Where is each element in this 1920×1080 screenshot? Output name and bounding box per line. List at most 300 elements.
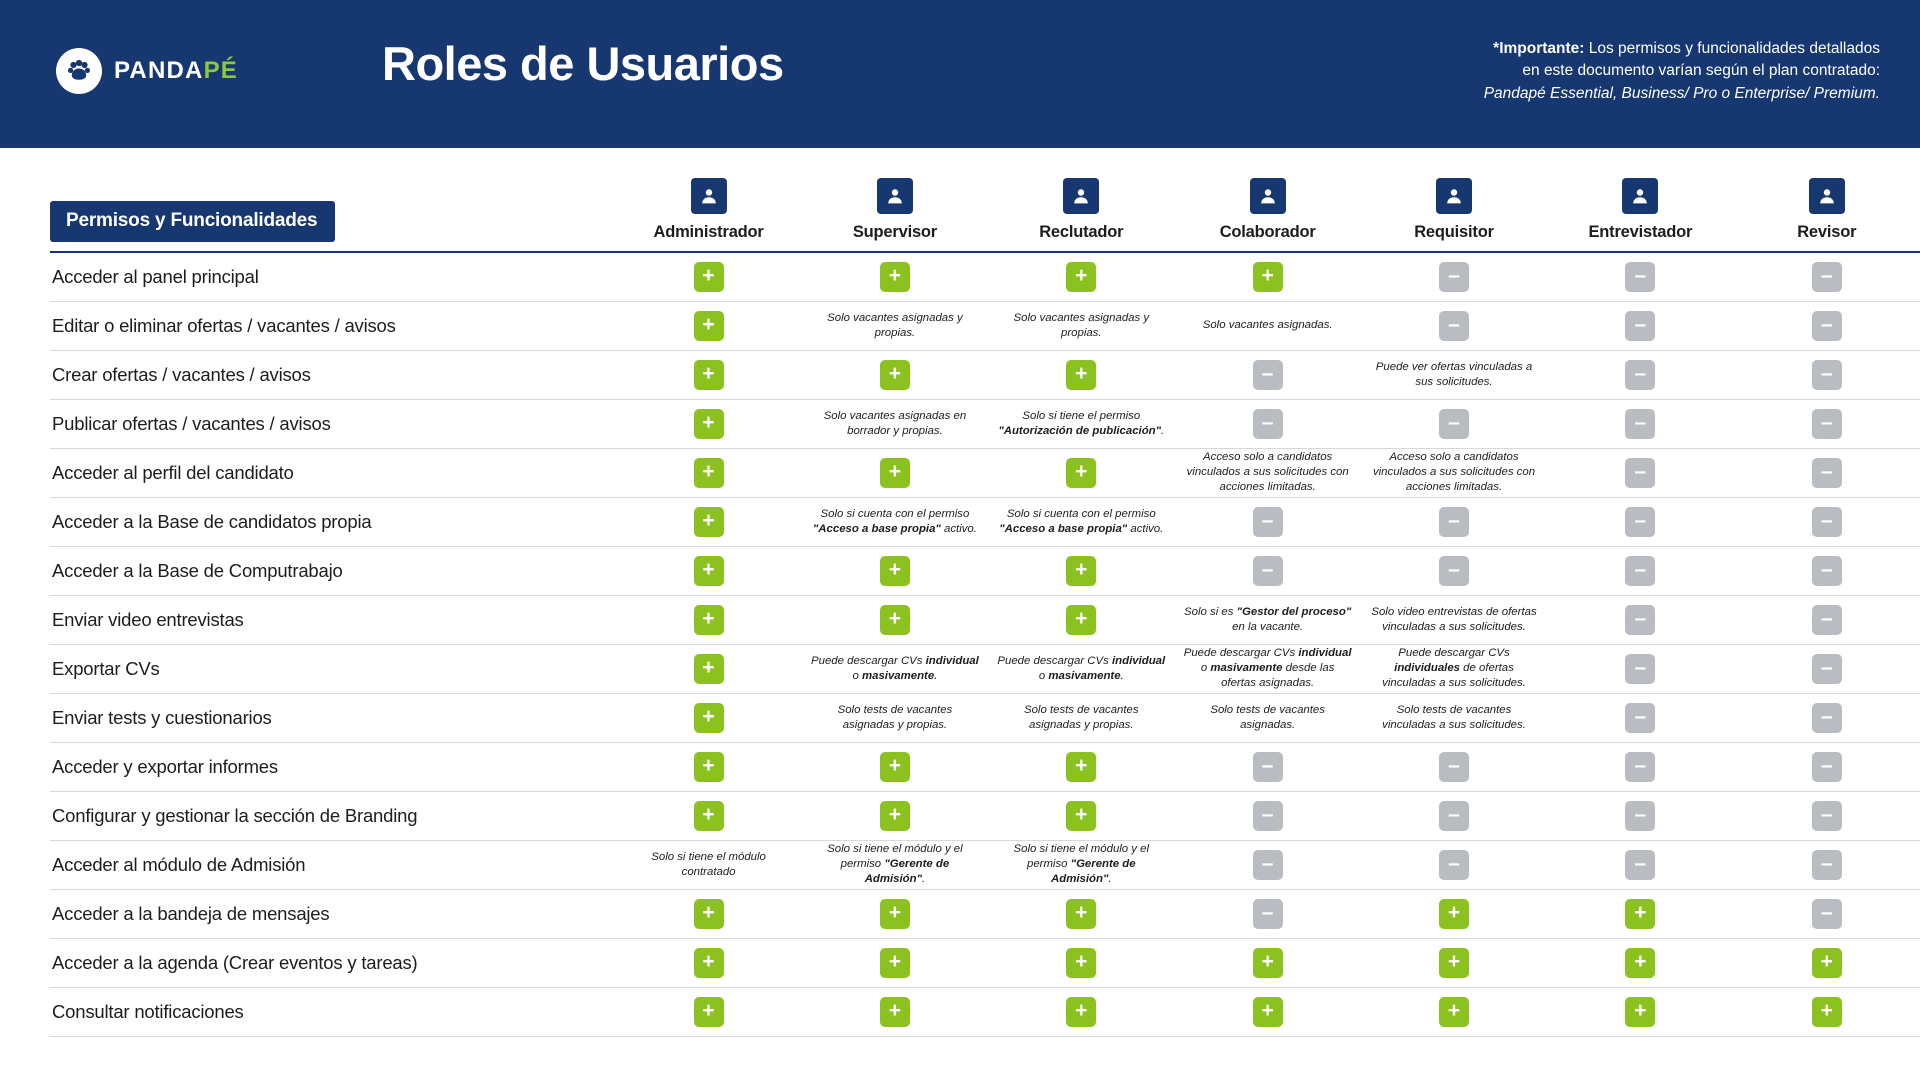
minus-icon	[1439, 311, 1469, 341]
table-row	[50, 938, 1920, 987]
permission-condition-text: Solo vacantes asignadas y propias.	[827, 311, 963, 339]
permission-allowed-badge	[1361, 987, 1547, 1036]
permission-denied-badge	[1547, 301, 1733, 350]
minus-icon	[1439, 752, 1469, 782]
permission-allowed-badge	[615, 448, 801, 497]
permission-denied-badge	[1734, 595, 1920, 644]
permission-denied-badge	[1734, 399, 1920, 448]
minus-icon	[1812, 899, 1842, 929]
minus-icon	[1625, 262, 1655, 292]
permission-denied-badge	[1174, 497, 1360, 546]
badge-glyph: –	[1261, 754, 1274, 777]
permission-condition-text: Solo vacantes asignadas y propias.	[1013, 311, 1150, 339]
plus-icon	[880, 801, 910, 831]
permission-condition-text: Puede descargar CVs individual o masivamente.	[811, 654, 979, 682]
plus-icon	[1253, 997, 1283, 1027]
permission-condition-text: Solo si tiene el módulo contratado	[651, 850, 766, 878]
permission-allowed-badge	[1547, 987, 1733, 1036]
minus-icon	[1812, 850, 1842, 880]
minus-icon	[1625, 556, 1655, 586]
minus-icon	[1253, 899, 1283, 929]
permission-denied-badge	[1174, 889, 1360, 938]
permission-allowed-badge	[988, 350, 1174, 399]
permission-condition-note	[1361, 350, 1547, 399]
permission-denied-badge	[1547, 644, 1733, 693]
minus-icon	[1439, 801, 1469, 831]
minus-icon	[1812, 654, 1842, 684]
important-note-line2: en este documento varían según el plan contratado:	[1522, 62, 1880, 80]
badge-glyph: +	[702, 754, 715, 777]
permission-condition-text: Solo si cuenta con el permiso "Acceso a base propia" activo.	[812, 507, 977, 535]
permission-label: Crear ofertas / vacantes / avisos	[50, 350, 615, 399]
badge-glyph: –	[1634, 558, 1647, 581]
minus-icon	[1625, 801, 1655, 831]
permission-label: Publicar ofertas / vacantes / avisos	[50, 399, 615, 448]
badge-glyph: +	[1634, 901, 1647, 924]
permission-label: Acceder al perfil del candidato	[50, 448, 615, 497]
permission-denied-badge	[1361, 252, 1547, 301]
permission-label: Acceder y exportar informes	[50, 742, 615, 791]
table-header	[50, 148, 1920, 252]
badge-glyph: +	[702, 411, 715, 434]
permission-denied-badge	[1547, 252, 1733, 301]
permission-label: Enviar tests y cuestionarios	[50, 693, 615, 742]
plus-icon	[1625, 997, 1655, 1027]
permission-allowed-badge	[802, 889, 988, 938]
permission-condition-text: Solo si tiene el permiso "Autorización de publicación".	[998, 409, 1165, 437]
permission-allowed-badge	[615, 791, 801, 840]
table-title: Permisos y Funcionalidades	[50, 201, 335, 242]
permission-condition-text: Solo si tiene el módulo y el permiso "Gerente de Admisión".	[1013, 843, 1150, 885]
permission-condition-text: Solo si tiene el módulo y el permiso "Gerente de Admisión".	[827, 843, 963, 885]
plus-icon	[880, 899, 910, 929]
table-row	[50, 350, 1920, 399]
permission-denied-badge	[1361, 840, 1547, 889]
badge-glyph: –	[1820, 754, 1833, 777]
permission-allowed-badge	[615, 938, 801, 987]
badge-glyph: +	[702, 705, 715, 728]
permission-label: Acceder al panel principal	[50, 252, 615, 301]
important-note	[1380, 38, 1880, 105]
badge-glyph: –	[1261, 558, 1274, 581]
badge-glyph: –	[1448, 852, 1460, 875]
table-row	[50, 546, 1920, 595]
badge-glyph: –	[1448, 509, 1460, 532]
plus-icon	[1812, 948, 1842, 978]
minus-icon	[1812, 801, 1842, 831]
minus-icon	[1812, 360, 1842, 390]
plus-icon	[694, 262, 724, 292]
plus-icon	[694, 997, 724, 1027]
badge-glyph: –	[1448, 558, 1460, 581]
badge-glyph: +	[702, 656, 715, 679]
plus-icon	[1066, 752, 1096, 782]
roles-matrix-sheet	[0, 148, 1920, 1037]
permission-condition-note	[988, 840, 1174, 889]
permission-label: Configurar y gestionar la sección de Branding	[50, 791, 615, 840]
minus-icon	[1253, 409, 1283, 439]
permission-denied-badge	[1174, 350, 1360, 399]
badge-glyph: +	[888, 558, 902, 581]
role-column-header	[1361, 148, 1547, 252]
minus-icon	[1625, 360, 1655, 390]
user-badge-icon	[1250, 178, 1286, 214]
permission-condition-text: Solo si cuenta con el permiso "Acceso a base propia" activo.	[999, 507, 1164, 535]
badge-glyph: +	[1634, 999, 1647, 1022]
badge-glyph: –	[1261, 901, 1274, 924]
role-column-header	[1547, 148, 1733, 252]
minus-icon	[1253, 360, 1283, 390]
plus-icon	[1066, 899, 1096, 929]
permission-denied-badge	[1734, 497, 1920, 546]
minus-icon	[1439, 262, 1469, 292]
permission-allowed-badge	[615, 350, 801, 399]
badge-glyph: +	[1075, 607, 1088, 630]
plus-icon	[1066, 360, 1096, 390]
badge-glyph: +	[888, 950, 902, 973]
badge-glyph: +	[1075, 558, 1088, 581]
table-body	[50, 252, 1920, 1036]
permission-denied-badge	[1361, 497, 1547, 546]
badge-glyph: –	[1634, 607, 1647, 630]
permission-condition-text: Solo tests de vacantes asignadas.	[1210, 703, 1325, 731]
permission-denied-badge	[1734, 791, 1920, 840]
badge-glyph: –	[1634, 852, 1647, 875]
permission-denied-badge	[1174, 742, 1360, 791]
badge-glyph: +	[888, 264, 902, 288]
permission-condition-note	[1174, 301, 1360, 350]
plus-icon	[1812, 997, 1842, 1027]
permission-allowed-badge	[615, 497, 801, 546]
plus-icon	[880, 556, 910, 586]
minus-icon	[1439, 507, 1469, 537]
plus-icon	[694, 948, 724, 978]
permission-allowed-badge	[802, 987, 988, 1036]
plus-icon	[880, 752, 910, 782]
permission-condition-note	[988, 301, 1174, 350]
permission-label: Editar o eliminar ofertas / vacantes / avisos	[50, 301, 615, 350]
badge-glyph: +	[1261, 264, 1274, 288]
permission-allowed-badge	[615, 693, 801, 742]
plus-icon	[694, 556, 724, 586]
permission-allowed-badge	[615, 742, 801, 791]
permission-condition-note	[1361, 448, 1547, 497]
minus-icon	[1625, 311, 1655, 341]
table-row	[50, 252, 1920, 301]
permission-condition-text: Solo tests de vacantes asignadas y propias.	[1023, 703, 1139, 731]
badge-glyph: +	[1261, 950, 1274, 973]
badge-glyph: +	[1820, 999, 1833, 1022]
badge-glyph: –	[1820, 656, 1833, 679]
brand-wordmark-main: PANDA	[114, 57, 204, 84]
permission-condition-note	[802, 497, 988, 546]
permission-label: Acceder a la Base de candidatos propia	[50, 497, 615, 546]
permission-condition-text: Puede descargar CVs individual o masivamente desde las ofertas asignadas.	[1183, 647, 1352, 689]
minus-icon	[1625, 850, 1655, 880]
badge-glyph: –	[1634, 656, 1647, 679]
permission-allowed-badge	[615, 644, 801, 693]
plus-icon	[694, 752, 724, 782]
table-row	[50, 399, 1920, 448]
role-column-header	[615, 148, 801, 252]
plus-icon	[880, 262, 910, 292]
user-badge-icon	[1436, 178, 1472, 214]
minus-icon	[1253, 752, 1283, 782]
badge-glyph: +	[1075, 460, 1088, 483]
plus-icon	[1625, 948, 1655, 978]
role-name-label: Entrevistador	[1588, 223, 1693, 241]
permission-allowed-badge	[988, 987, 1174, 1036]
plus-icon	[694, 801, 724, 831]
table-row	[50, 889, 1920, 938]
user-badge-icon	[691, 178, 727, 214]
permission-label: Consultar notificaciones	[50, 987, 615, 1036]
badge-glyph: +	[1075, 264, 1088, 288]
permission-allowed-badge	[1734, 938, 1920, 987]
badge-glyph: +	[888, 999, 902, 1022]
table-row	[50, 595, 1920, 644]
plus-icon	[1066, 556, 1096, 586]
plus-icon	[1439, 899, 1469, 929]
badge-glyph: +	[1075, 901, 1088, 924]
minus-icon	[1812, 262, 1842, 292]
permission-allowed-badge	[988, 595, 1174, 644]
badge-glyph: +	[1075, 999, 1088, 1022]
permission-denied-badge	[1734, 448, 1920, 497]
badge-glyph: +	[1075, 362, 1088, 385]
badge-glyph: –	[1634, 362, 1647, 385]
minus-icon	[1439, 556, 1469, 586]
permission-denied-badge	[1734, 301, 1920, 350]
badge-glyph: –	[1820, 509, 1833, 532]
permission-denied-badge	[1547, 399, 1733, 448]
badge-glyph: +	[888, 803, 902, 826]
badge-glyph: +	[1447, 901, 1461, 924]
permission-allowed-badge	[1361, 889, 1547, 938]
permission-allowed-badge	[988, 889, 1174, 938]
permission-allowed-badge	[615, 987, 801, 1036]
permission-condition-note	[1174, 644, 1360, 693]
badge-glyph: +	[1447, 950, 1461, 973]
permission-allowed-badge	[802, 448, 988, 497]
permission-condition-note	[802, 693, 988, 742]
badge-glyph: +	[702, 362, 715, 385]
permission-allowed-badge	[615, 595, 801, 644]
user-badge-icon	[1622, 178, 1658, 214]
permission-condition-text: Puede descargar CVs individual o masivamente.	[997, 654, 1166, 682]
minus-icon	[1625, 409, 1655, 439]
plus-icon	[1066, 458, 1096, 488]
permission-label: Exportar CVs	[50, 644, 615, 693]
roles-permissions-table	[50, 148, 1920, 1037]
minus-icon	[1439, 409, 1469, 439]
permission-label: Acceder a la agenda (Crear eventos y tareas)	[50, 938, 615, 987]
permission-condition-text: Solo vacantes asignadas en borrador y propias.	[823, 409, 967, 437]
table-row	[50, 791, 1920, 840]
permission-condition-text: Solo tests de vacantes vinculadas a sus solicitudes.	[1382, 703, 1526, 731]
badge-glyph: +	[1634, 950, 1647, 973]
badge-glyph: +	[1820, 950, 1833, 973]
permission-condition-note	[1361, 693, 1547, 742]
permission-condition-note	[1174, 448, 1360, 497]
badge-glyph: –	[1634, 754, 1647, 777]
badge-glyph: +	[702, 901, 715, 924]
permission-allowed-badge	[802, 252, 988, 301]
brand-wordmark-accent: PÉ	[203, 57, 238, 84]
permission-label: Acceder a la Base de Computrabajo	[50, 546, 615, 595]
badge-glyph: +	[702, 558, 715, 581]
permission-allowed-badge	[1174, 938, 1360, 987]
minus-icon	[1812, 556, 1842, 586]
permission-denied-badge	[1547, 350, 1733, 399]
badge-glyph: +	[888, 607, 902, 630]
plus-icon	[1066, 948, 1096, 978]
permission-condition-note	[802, 840, 988, 889]
permission-condition-text: Puede descargar CVs individuales de ofertas vinculadas a sus solicitudes.	[1382, 647, 1526, 689]
table-row	[50, 301, 1920, 350]
plus-icon	[1253, 948, 1283, 978]
badge-glyph: +	[1075, 950, 1088, 973]
badge-glyph: +	[888, 901, 902, 924]
permission-denied-badge	[1361, 742, 1547, 791]
permission-label: Acceder al módulo de Admisión	[50, 840, 615, 889]
badge-glyph: +	[1075, 754, 1088, 777]
permission-allowed-badge	[988, 252, 1174, 301]
permission-denied-badge	[1734, 889, 1920, 938]
permission-denied-badge	[1547, 595, 1733, 644]
badge-glyph: –	[1634, 803, 1647, 826]
plus-icon	[1066, 997, 1096, 1027]
badge-glyph: +	[702, 509, 715, 532]
badge-glyph: –	[1261, 411, 1274, 434]
badge-glyph: +	[702, 264, 715, 288]
minus-icon	[1812, 605, 1842, 635]
badge-glyph: –	[1261, 509, 1274, 532]
permission-condition-note	[988, 644, 1174, 693]
plus-icon	[694, 605, 724, 635]
user-badge-icon	[1063, 178, 1099, 214]
permission-allowed-badge	[1547, 889, 1733, 938]
permission-allowed-badge	[802, 350, 988, 399]
permission-condition-note	[1361, 644, 1547, 693]
plus-icon	[694, 458, 724, 488]
permission-allowed-badge	[1174, 987, 1360, 1036]
permission-allowed-badge	[988, 791, 1174, 840]
badge-glyph: –	[1820, 852, 1833, 875]
table-title-cell	[50, 148, 615, 252]
permission-condition-text: Solo tests de vacantes asignadas y propias.	[837, 703, 953, 731]
permission-denied-badge	[1174, 399, 1360, 448]
role-column-header	[988, 148, 1174, 252]
badge-glyph: +	[702, 313, 715, 336]
badge-glyph: –	[1634, 313, 1647, 336]
brand-wordmark	[114, 57, 238, 85]
permission-denied-badge	[1547, 742, 1733, 791]
badge-glyph: –	[1634, 264, 1647, 288]
role-name-label: Reclutador	[1039, 223, 1124, 241]
role-column-header	[1174, 148, 1360, 252]
badge-glyph: –	[1448, 754, 1460, 777]
badge-glyph: –	[1820, 411, 1833, 434]
permission-allowed-badge	[615, 889, 801, 938]
plus-icon	[1439, 948, 1469, 978]
badge-glyph: –	[1634, 509, 1647, 532]
permission-condition-note	[988, 693, 1174, 742]
table-row	[50, 742, 1920, 791]
plus-icon	[1066, 605, 1096, 635]
permission-denied-badge	[1174, 546, 1360, 595]
permission-condition-note	[802, 399, 988, 448]
permission-allowed-badge	[802, 742, 988, 791]
role-column-header	[1734, 148, 1920, 252]
minus-icon	[1253, 556, 1283, 586]
badge-glyph: –	[1448, 411, 1460, 434]
plus-icon	[1439, 997, 1469, 1027]
badge-glyph: +	[1261, 999, 1274, 1022]
badge-glyph: +	[702, 999, 715, 1022]
permission-condition-text: Acceso solo a candidatos vinculados a sus solicitudes con acciones limitadas.	[1186, 451, 1349, 493]
permission-denied-badge	[1547, 840, 1733, 889]
minus-icon	[1812, 458, 1842, 488]
permission-denied-badge	[1361, 399, 1547, 448]
badge-glyph: –	[1261, 852, 1274, 875]
role-name-label: Colaborador	[1219, 223, 1316, 241]
badge-glyph: –	[1448, 264, 1460, 288]
table-row	[50, 840, 1920, 889]
badge-glyph: –	[1820, 558, 1833, 581]
minus-icon	[1812, 752, 1842, 782]
permission-condition-note	[615, 840, 801, 889]
badge-glyph: –	[1820, 264, 1833, 288]
permission-condition-note	[1361, 595, 1547, 644]
table-row	[50, 693, 1920, 742]
user-badge-icon	[1809, 178, 1845, 214]
permission-condition-note	[1174, 595, 1360, 644]
plus-icon	[694, 654, 724, 684]
minus-icon	[1812, 311, 1842, 341]
permission-denied-badge	[1361, 546, 1547, 595]
table-row	[50, 644, 1920, 693]
permission-label: Acceder a la bandeja de mensajes	[50, 889, 615, 938]
permission-allowed-badge	[802, 791, 988, 840]
permission-allowed-badge	[988, 938, 1174, 987]
permission-allowed-badge	[802, 938, 988, 987]
badge-glyph: +	[702, 803, 715, 826]
role-name-label: Requisitor	[1414, 223, 1494, 241]
minus-icon	[1625, 752, 1655, 782]
permission-allowed-badge	[1174, 252, 1360, 301]
role-column-header	[802, 148, 988, 252]
minus-icon	[1253, 801, 1283, 831]
badge-glyph: –	[1820, 313, 1833, 336]
badge-glyph: –	[1820, 362, 1833, 385]
permission-denied-badge	[1734, 840, 1920, 889]
page-header	[0, 0, 1920, 148]
table-row	[50, 987, 1920, 1036]
permission-denied-badge	[1361, 791, 1547, 840]
permission-allowed-badge	[988, 742, 1174, 791]
permission-denied-badge	[1734, 742, 1920, 791]
permission-allowed-badge	[988, 546, 1174, 595]
permission-allowed-badge	[802, 546, 988, 595]
badge-glyph: –	[1820, 901, 1833, 924]
permission-condition-note	[988, 399, 1174, 448]
permission-allowed-badge	[1361, 938, 1547, 987]
minus-icon	[1253, 850, 1283, 880]
important-note-line3: Pandapé Essential, Business/ Pro o Enterprise/ Premium.	[1483, 84, 1880, 102]
minus-icon	[1625, 458, 1655, 488]
permission-denied-badge	[1547, 497, 1733, 546]
